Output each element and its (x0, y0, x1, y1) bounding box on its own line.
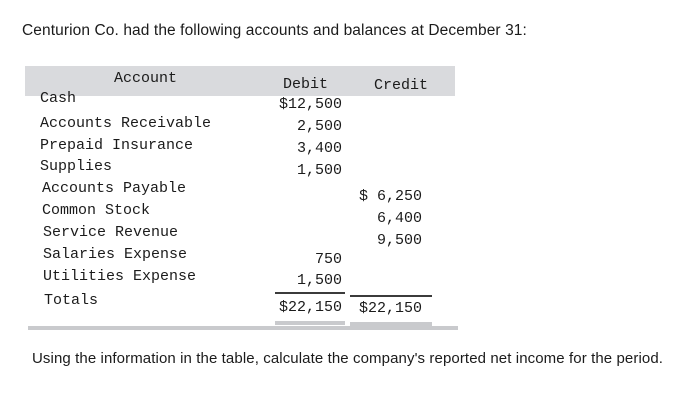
account-name: Accounts Receivable (40, 115, 212, 132)
debit-double-underline (275, 321, 345, 325)
debit-total: $22,150 (278, 299, 342, 316)
table-bottom-bar (28, 326, 458, 330)
account-name: Accounts Payable (42, 180, 187, 197)
account-name: Salaries Expense (43, 246, 188, 263)
credit-amount: 6,400 (376, 210, 422, 227)
question-text: Using the information in the table, calculate the company's reported net income for the period. (32, 350, 664, 367)
debit-amount: 1,500 (296, 272, 342, 289)
credit-subtotal-rule (350, 295, 432, 297)
account-name: Service Revenue (43, 224, 179, 241)
debit-amount: 1,500 (296, 162, 342, 179)
account-name: Common Stock (42, 202, 151, 219)
account-name: Prepaid Insurance (40, 137, 194, 154)
debit-amount: 750 (314, 251, 342, 268)
debit-amount: 2,500 (296, 118, 342, 135)
problem-intro: Centurion Co. had the following accounts and balances at December 31: (22, 22, 527, 39)
debit-subtotal-rule (275, 292, 345, 294)
debit-amount: $12,500 (278, 96, 342, 113)
account-name: Cash (40, 90, 77, 107)
debit-column-header: Debit (283, 76, 329, 93)
credit-total: $22,150 (358, 300, 422, 317)
debit-amount: 3,400 (296, 140, 342, 157)
account-column-header: Account (114, 70, 178, 87)
credit-amount: 9,500 (376, 232, 422, 249)
account-name: Supplies (40, 158, 113, 175)
credit-column-header: Credit (374, 77, 429, 94)
totals-label: Totals (44, 292, 99, 309)
credit-amount: $ 6,250 (358, 188, 422, 205)
account-name: Utilities Expense (43, 268, 197, 285)
